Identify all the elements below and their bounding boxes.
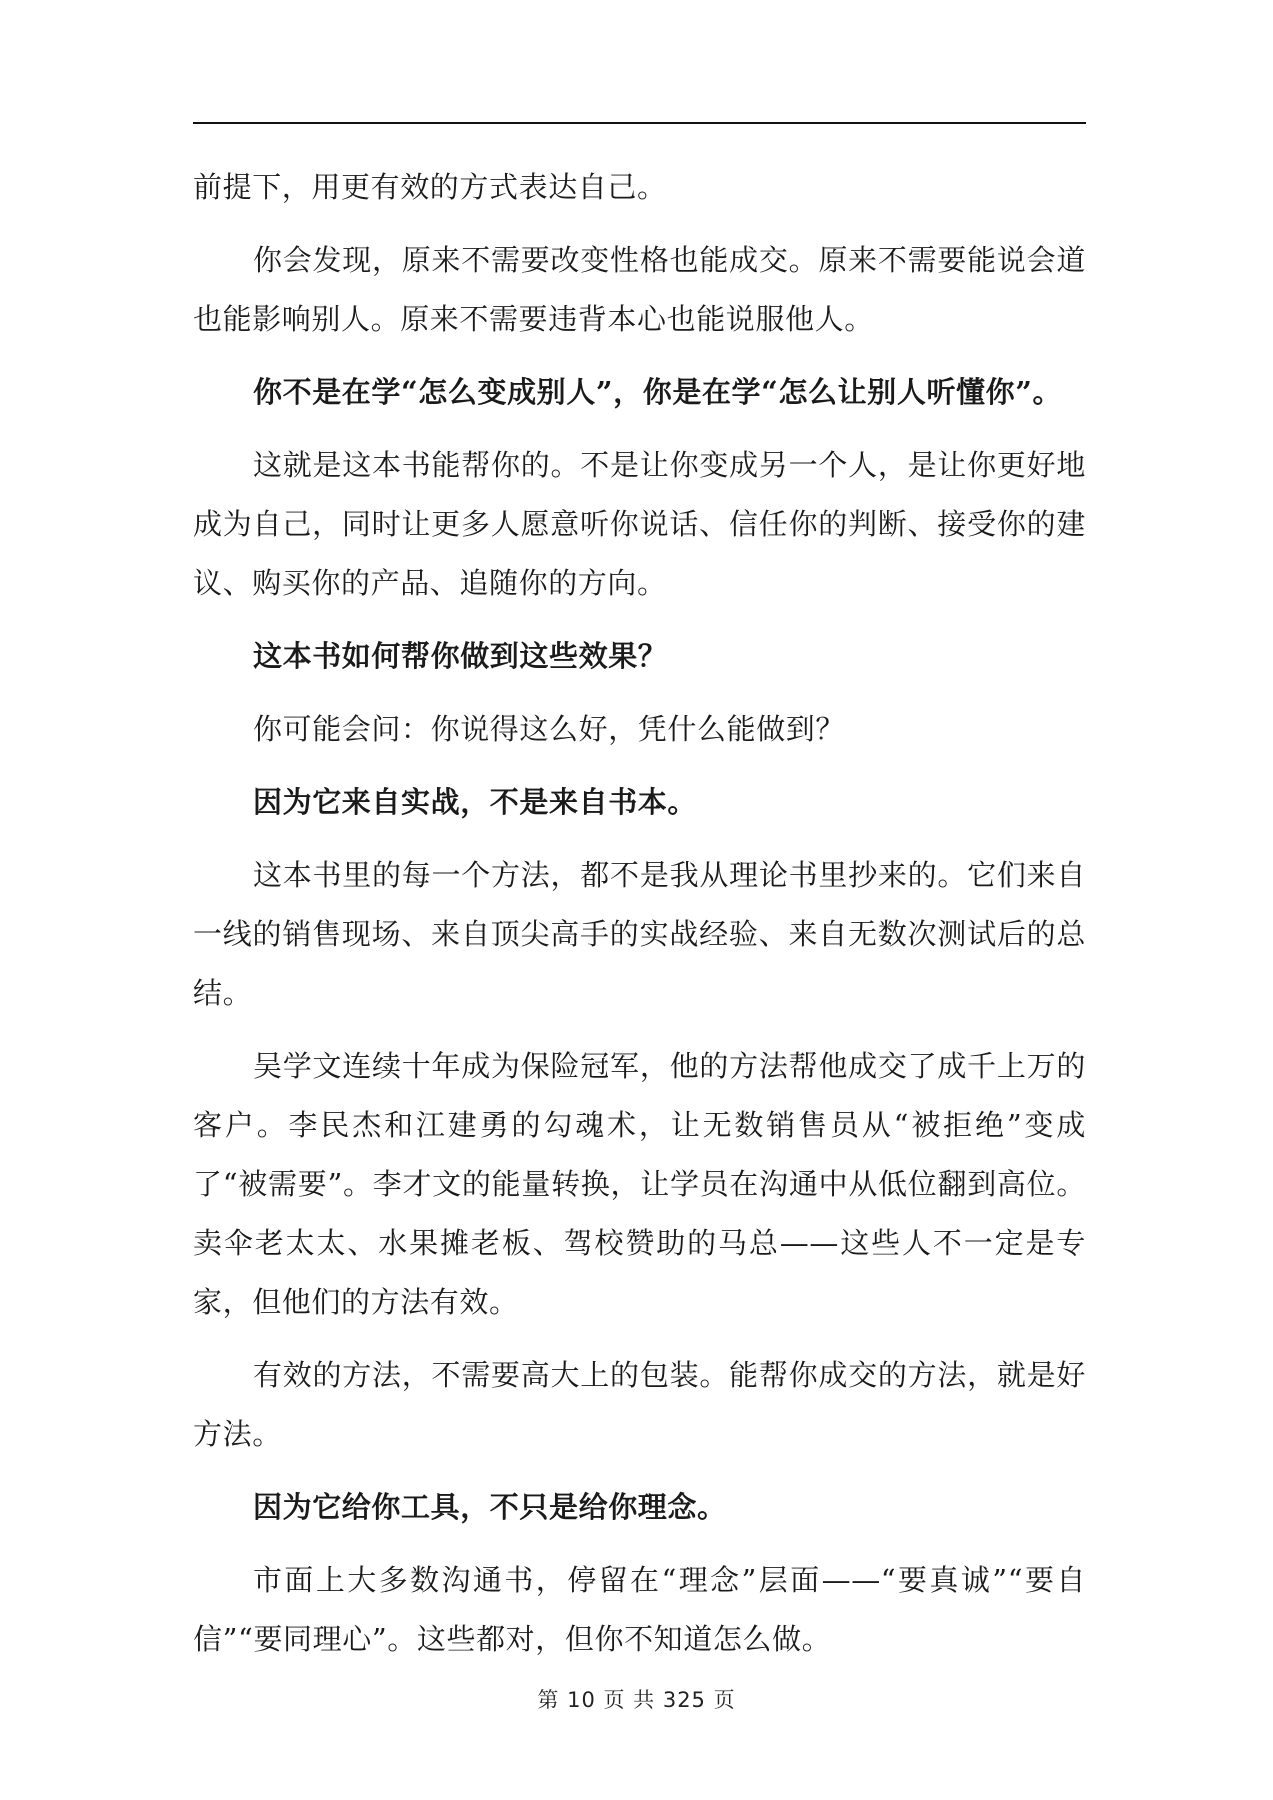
paragraph: 你可能会问：你说得这么好，凭什么能做到？ [253,712,846,746]
paragraph: 吴学文连续十年成为保险冠军，他的方法帮他成交了成千上万的客户。李民杰和江建勇的勾魂术，让无数销售员从“被拒绝”变成了“被需要”。李才文的能量转换，让学员在沟通中从低位翻到高位。卖伞老太太、水果摊老板、驾校赞助的马总——这些人不一定是专家，但他们的方法有效。 [193,1049,1086,1319]
bold-paragraph: 你不是在学“怎么变成别人”，你是在学“怎么让别人听懂你”。 [253,375,1063,409]
paragraph: 这本书里的每一个方法，都不是我从理论书里抄来的。它们来自一线的销售现场、来自顶尖高手的实战经验、来自无数次测试后的总结。 [193,858,1086,1010]
paragraph: 市面上大多数沟通书，停留在“理念”层面——“要真诚”“要自信”“要同理心”。这些都对，但你不知道怎么做。 [193,1563,1086,1656]
page-footer: 第 10 页 共 325 页 [537,1688,736,1712]
sub-heading: 因为它来自实战，不是来自书本。 [253,785,698,819]
paragraph: 你会发现，原来不需要改变性格也能成交。原来不需要能说会道也能影响别人。原来不需要违背本心也能说服他人。 [193,243,1086,336]
sub-heading: 因为它给你工具，不只是给你理念。 [253,1490,727,1524]
section-heading: 这本书如何帮你做到这些效果？ [253,639,668,673]
paragraph: 这就是这本书能帮你的。不是让你变成另一个人，是让你更好地成为自己，同时让更多人愿意听你说话、信任你的判断、接受你的建议、购买你的产品、追随你的方向。 [193,448,1086,600]
paragraph: 前提下，用更有效的方式表达自己。 [193,170,667,204]
header-rule [193,122,1086,124]
page-body [193,158,1086,1683]
paragraph: 有效的方法，不需要高大上的包装。能帮你成交的方法，就是好方法。 [193,1358,1086,1451]
